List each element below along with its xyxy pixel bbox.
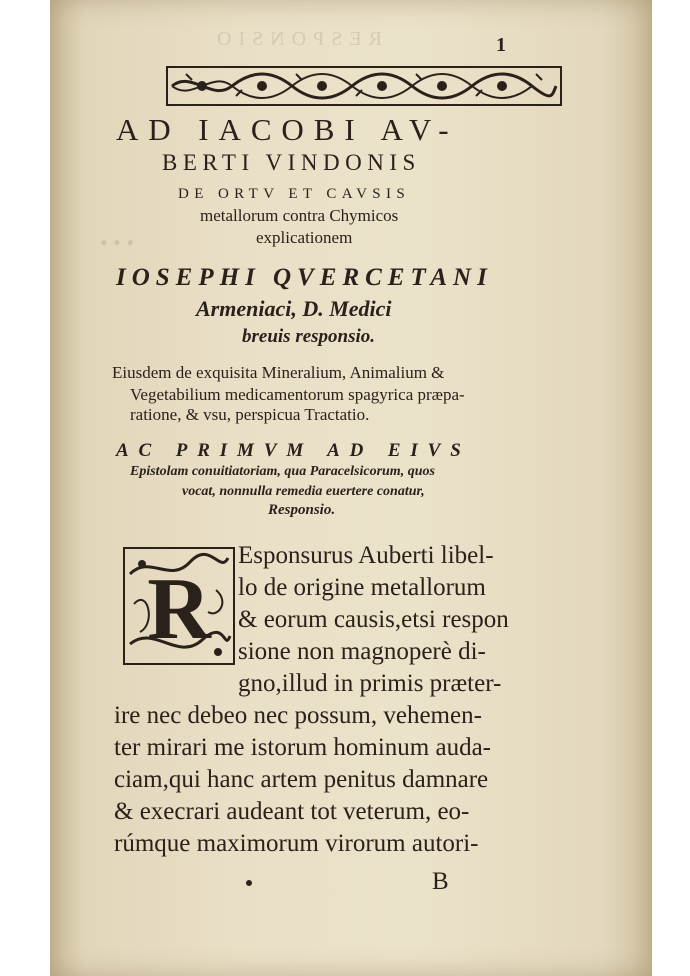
heading-line-4: metallorum contra Chymicos	[200, 206, 399, 225]
body-line-2: lo de origine metallorum	[238, 574, 486, 601]
ink-dot	[246, 880, 252, 886]
description-line-2: Vegetabilium medicamentorum spagyrica præpa-	[130, 385, 465, 404]
bleed-through-mark: • • •	[100, 230, 135, 255]
body-line-8: ciam,qui hanc artem penitus damnare	[114, 766, 489, 793]
body-line-10: rúmque maximorum virorum autori-	[114, 830, 479, 857]
section-subline-2: vocat, nonnulla remedia euertere conatur,	[182, 484, 425, 499]
signature-mark: B	[432, 868, 449, 895]
body-line-9: & execrari audeant tot veterum, eo-	[114, 798, 470, 825]
body-line-6: ire nec debeo nec possum, vehemen-	[114, 702, 482, 729]
heading-line-5: explicationem	[256, 228, 353, 247]
body-line-4: sione non magnoperè di-	[238, 638, 486, 665]
body-line-5: gno,illud in primis præter-	[238, 670, 502, 697]
description-line-1: Eiusdem de exquisita Mineralium, Animalium &	[112, 363, 445, 382]
author-work: breuis responsio.	[242, 326, 376, 347]
folio-number: 1	[496, 34, 506, 56]
book-page	[50, 0, 652, 976]
bleed-through-header: RESPONSIO	[210, 28, 382, 50]
decorated-initial	[120, 544, 238, 668]
section-subline-1: Epistolam conuitiatoriam, qua Paracelsicorum, quos	[130, 464, 435, 479]
heading-line-1: AD IACOBI AV-	[116, 112, 459, 147]
author-origin: Armeniaci, D. Medici	[196, 296, 392, 321]
drop-cap-letter: R	[147, 561, 211, 658]
section-heading: AC PRIMVM AD EIVS	[116, 440, 471, 461]
section-subline-3: Responsio.	[268, 502, 336, 518]
heading-line-3: DE ORTV ET CAVSIS	[178, 186, 411, 202]
author-name: IOSEPHI QVERCETANI	[116, 264, 493, 291]
body-line-1: Esponsurus Auberti libel-	[238, 542, 494, 569]
heading-line-2: BERTI VINDONIS	[162, 150, 421, 175]
body-line-7: ter mirari me istorum hominum auda-	[114, 734, 491, 761]
ornamental-headpiece	[166, 66, 562, 106]
description-line-3: ratione, & vsu, perspicua Tractatio.	[130, 405, 370, 424]
body-line-3: & eorum causis,etsi respon	[238, 606, 509, 633]
